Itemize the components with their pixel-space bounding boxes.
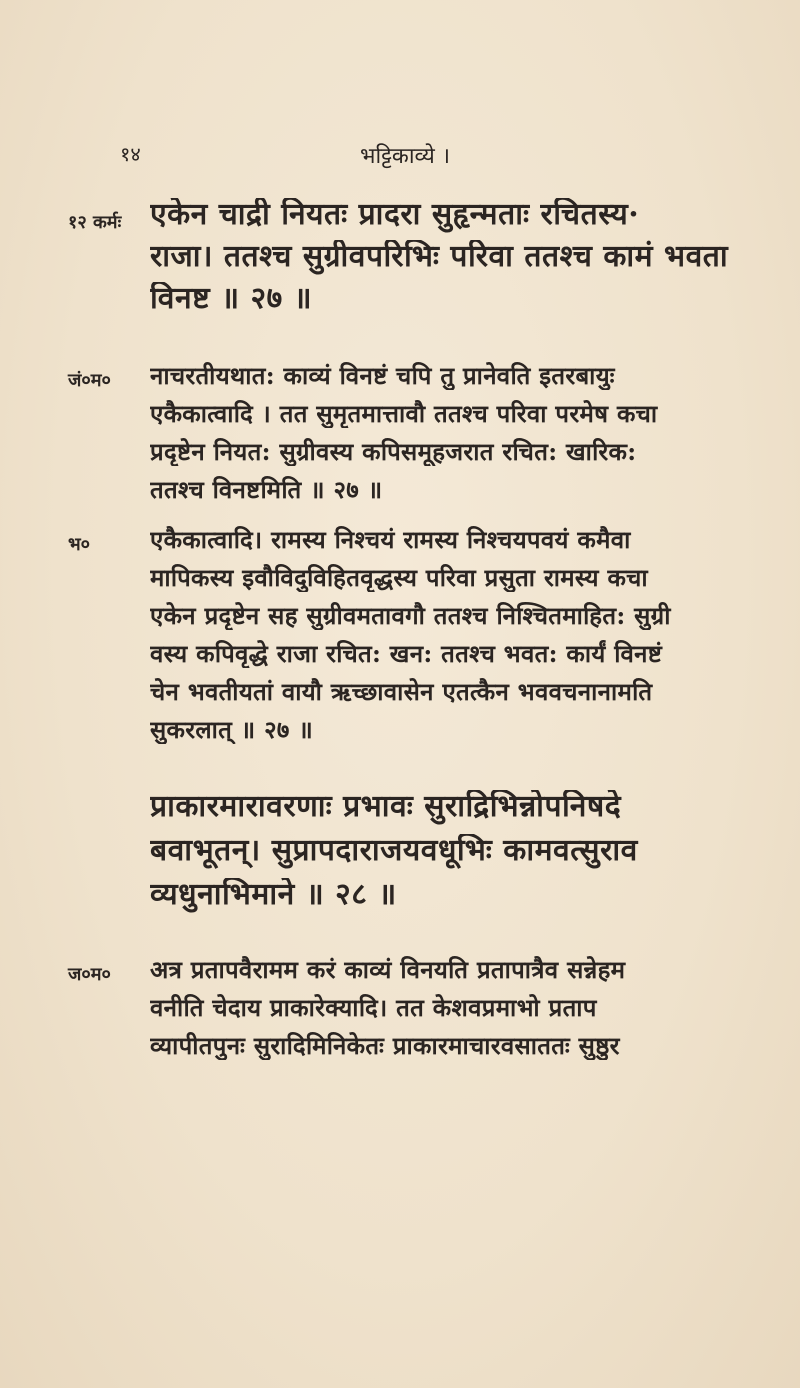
commentary-line: नाचरतीयथात: काव्यं विनष्टं चपि तु प्रानेवति इतरबायुः (150, 362, 615, 390)
commentary-line: एकैकात्वादि । तत सुमृतमात्तावौ ततश्च परिवा परमेष कचा (150, 400, 658, 428)
commentary-line: मापिकस्य इवौविदुविहितवृद्धस्य परिवा प्रसुता रामस्य कचा (150, 564, 648, 592)
verse-line: विनष्ट ॥ २७ ॥ (150, 282, 313, 316)
page-number: १४ (120, 142, 141, 166)
commentary-line: वनीति चेदाय प्राकारेक्यादि। तत केशवप्रमाभो प्रताप (150, 994, 597, 1022)
running-title: भट्टिकाव्ये । (360, 144, 451, 169)
commentator-label: ज०म० (68, 964, 111, 985)
commentary-line: चेन भवतीयतां वायौ ऋच्छावासेन एतत्कैन भववचनानामति (150, 678, 653, 706)
verse-line: राजा। ततश्च सुग्रीवपरिभिः परिवा ततश्च कामं भवता (150, 240, 729, 274)
verse-line: एकेन चाद्री नियतः प्रादरा सुहृन्मताः रचितस्य· (150, 198, 640, 232)
commentary-line: वस्य कपिवृद्धे राजा रचित: खन: ततश्च भवत: कार्यं विनष्टं (150, 640, 663, 668)
verse-line: बवाभूतन्। सुप्रापदाराजयवधूभिः कामवत्सुराव (150, 834, 638, 868)
verse-line: व्यधुनाभिमाने ॥ २८ ॥ (150, 878, 397, 912)
commentary-line: एकेन प्रदृष्टेन सह सुग्रीवमतावगौ ततश्च निश्चितमाहित: सुग्री (150, 602, 671, 630)
verse-line: प्राकारमारावरणाः प्रभावः सुराद्रिभिन्नोपनिषदे (150, 790, 622, 824)
commentator-label: जं०म० (68, 370, 111, 391)
commentator-label: भ० (68, 534, 91, 555)
commentary-line: सुकरलात् ॥ २७ ॥ (150, 716, 314, 744)
commentary-line: अत्र प्रतापवैरामम करं काव्यं विनयति प्रतापात्रैव सन्नेहम (150, 956, 626, 984)
commentary-line: व्यापीतपुनः सुरादिमिनिकेतः प्राकारमाचारवसाततः सुष्ठुर (150, 1032, 620, 1060)
running-head (0, 140, 800, 170)
verse-number-label: १२ कर्मः (68, 212, 122, 233)
commentary-line: एकैकात्वादि। रामस्य निश्चयं रामस्य निश्चयपवयं कमैवा (150, 526, 631, 554)
commentary-line: ततश्च विनष्टमिति ॥ २७ ॥ (150, 476, 383, 504)
commentary-line: प्रदृष्टेन नियत: सुग्रीवस्य कपिसमूहजरात रचित: खारिक: (150, 438, 637, 466)
